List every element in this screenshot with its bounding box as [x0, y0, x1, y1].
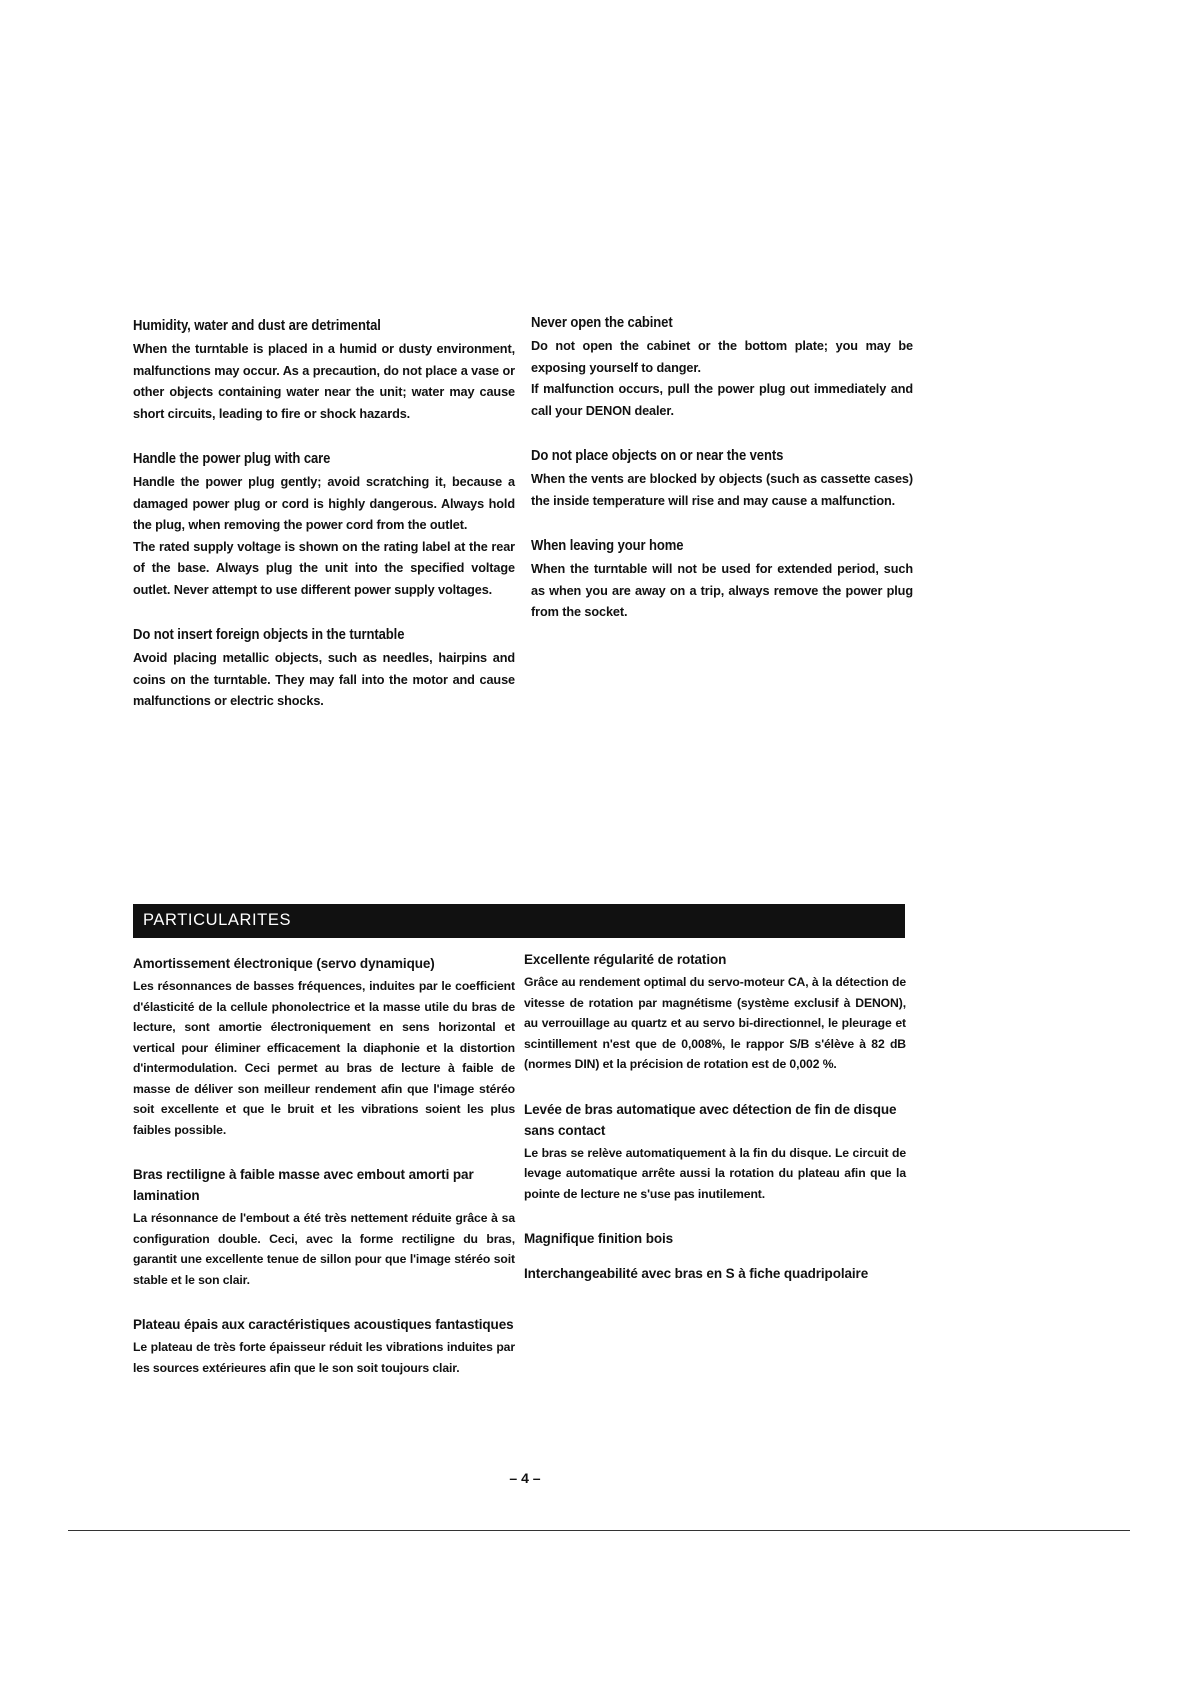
section-text: When the turntable will not be used for extended period, such as when you are away on a trip, always remove the power plug from the socket. — [531, 562, 913, 619]
section-vents — [531, 446, 913, 512]
section-title: Never open the cabinet — [531, 315, 673, 331]
section-text: Le bras se relève automatiquement à la fin du disque. Le circuit de levage automatique arrête aussi la rotation du plateau afin que la pointe de lecture ne s'use pas inutilement. — [524, 1145, 906, 1201]
section-title: Levée de bras automatique avec détection de fin de disque sans contact — [524, 1101, 897, 1138]
section-title: Do not place objects on or near the vents — [531, 448, 784, 464]
banner-rule — [133, 936, 905, 938]
section-title: When leaving your home — [531, 538, 684, 554]
section-text: The rated supply voltage is shown on the rating label at the rear of the base. Always plug the unit into the specified voltage outlet. Never attempt to use different power supply voltages. — [133, 539, 515, 597]
section-title: Excellente régularité de rotation — [524, 952, 727, 967]
french-right-column — [524, 949, 906, 1308]
section-title: Amortissement électronique (servo dynamique) — [133, 956, 435, 971]
section-text: Avoid placing metallic objects, such as needles, hairpins and coins on the turntable. They may fall into the motor and cause malfunctions or electric shocks. — [133, 651, 515, 708]
section-text: Grâce au rendement optimal du servo-moteur CA, à la détection de vitesse de rotation par magnétisme (système exclusif à DENON), au verrouillage au quartz et au servo bi-directionnel, le pleurage et scintillement n'est que de 0,008%, le rappor S/B s'élève à 82 dB (normes DIN) et la précision de rotation est de 0,002 %. — [524, 975, 906, 1071]
section-interchangeabilite — [524, 1263, 906, 1284]
french-left-column — [133, 953, 515, 1402]
section-power-plug — [133, 449, 515, 601]
english-left-column — [133, 316, 515, 737]
section-finition — [524, 1228, 906, 1249]
section-levee-bras — [524, 1099, 906, 1205]
section-bras-rectiligne — [133, 1164, 515, 1290]
section-text: Handle the power plug gently; avoid scratching it, because a damaged power plug or cord is highly dangerous. Always hold the plug, when removing the power cord from the outlet. — [133, 475, 515, 532]
section-title: Plateau épais aux caractéristiques acoustiques fantastiques — [133, 1317, 514, 1332]
section-text: Les résonnances de basses fréquences, induites par le coefficient d'élasticité de la cellule phonolectrice et la masse utile du bras de lecture, sont amortie électroniquement en sens horizontal et vertical pour éliminer efficacement la diaphonie et la distortion d'intermodulation. Ceci permet au bras de lecture à faible de masse de déliver son meilleur rendement afin que l'image stéréo soit excellente et que le bruit et les vibrations soient les plus faibles possible. — [133, 979, 515, 1137]
section-leaving-home — [531, 536, 913, 624]
section-title: Handle the power plug with care — [133, 451, 331, 467]
bottom-rule — [68, 1530, 1130, 1531]
section-foreign-objects — [133, 625, 515, 713]
section-text: Le plateau de très forte épaisseur réduit les vibrations induites par les sources extérieures afin que le son soit toujours clair. — [133, 1340, 515, 1375]
section-title: Bras rectiligne à faible masse avec embout amorti par lamination — [133, 1167, 474, 1203]
section-text: When the turntable is placed in a humid or dusty environment, malfunctions may occur. As a precaution, do not place a vase or other objects containing water near the unit; water may cause short circuits, leading to fire or shock hazards. — [133, 342, 515, 421]
section-text: If malfunction occurs, pull the power plug out immediately and call your DENON dealer. — [531, 382, 913, 418]
section-banner: PARTICULARITES — [133, 904, 905, 936]
page-number: – 4 – — [509, 1470, 541, 1486]
section-text: La résonnance de l'embout a été très nettement réduite grâce à sa configuration double. Ceci, avec la forme rectiligne du bras, garantit une excellente tenue de sillon pour que l'image stéréo soit stable et le son clair. — [133, 1211, 515, 1287]
section-text: When the vents are blocked by objects (such as cassette cases) the inside temperature will rise and may cause a malfunction. — [531, 472, 913, 508]
section-title: Magnifique finition bois — [524, 1231, 674, 1246]
section-title: Humidity, water and dust are detrimental — [133, 318, 381, 334]
section-plateau — [133, 1314, 515, 1378]
section-title: Interchangeabilité avec bras en S à fiche quadripolaire — [524, 1266, 869, 1281]
section-cabinet — [531, 313, 913, 422]
section-regularite — [524, 949, 906, 1075]
section-title: Do not insert foreign objects in the turntable — [133, 627, 405, 643]
english-right-column — [531, 313, 913, 648]
section-text: Do not open the cabinet or the bottom plate; you may be exposing yourself to danger. — [531, 339, 913, 375]
section-amortissement — [133, 953, 515, 1140]
section-humidity — [133, 316, 515, 425]
